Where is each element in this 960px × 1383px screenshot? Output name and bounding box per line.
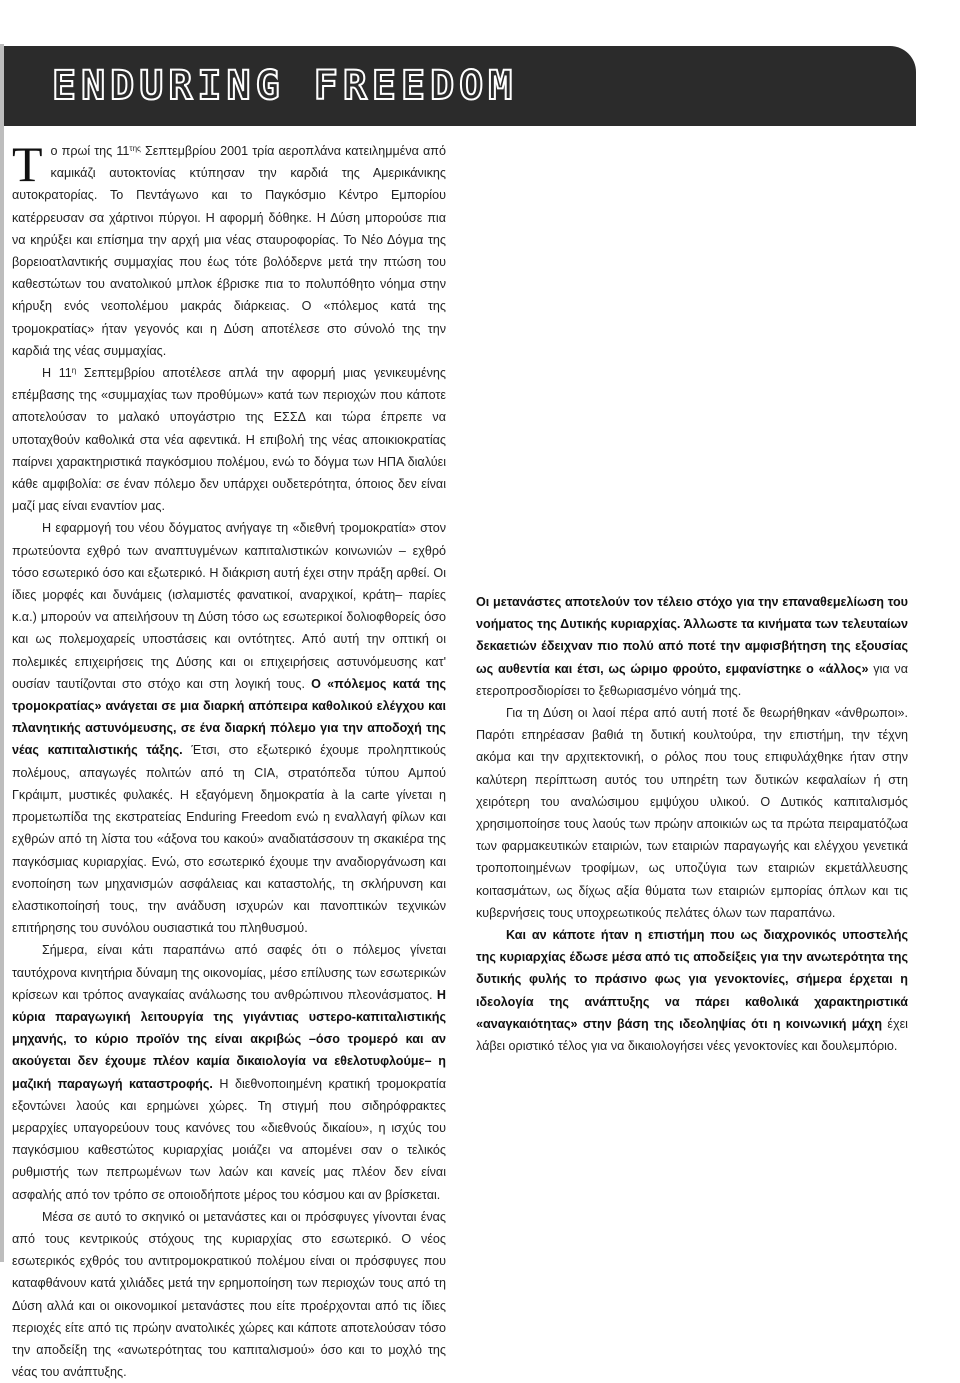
paragraph-1-text-b: Σεπτεμβρίου 2001 τρία αεροπλάνα κατειλημμένα από καμικάζι αυτοκτονίας κτύπησαν την καρδιά της Αμερικάνικης αυτοκρατορίας. Το Πεντάγωνο και το Παγκόσμιο Κέντρο Εμπορίου κατέρρευσαν σα χάρτινοι πύργοι. Η αφορμή δόθηκε. Η Δύση μπορούσε πια να κηρύξει και επίσημα την αρχή μια νέας σταυροφορίας. Το Νέο Δόγμα της βορειοατλαντικής συμμαχίας που έως τότε βολόδερνε μετά την πτώση του καθεστώτων του ανατολικού μπλοκ έβρισκε πια το πολυπόθητο νόημα στην κήρυξη ενός νεοπολέμου μακράς διάρκειας. Ο «πόλεμος κατά της τρομοκρατίας» ήταν γεγονός και η Δύση αποτέλεσε στο σύνολό της την καρδιά της νέας συμμαχίας. [12,144,446,358]
paragraph-4-text-b: Η διεθνοποιημένη κρατική τρομοκρατία εξοντώνει λαούς και ερημώνει χώρες. Τη στιγμή που σιδηρόφρακτες μεραρχίες υπαγορεύουν τους κανόνες του «διεθνούς δικαίου», η ισχύς του παγκόσμιου καθεστώτος κυριαρχίας μοιάζει να απομένει σαν ο τελικός ρυθμιστής των πεπρωμένων των λαών και κανείς μας πλέον δεν είναι ασφαλής από τον τρόπο σε οποιοδήποτε μέρος του κόσμου και αν βρίσκεται. [12,1076,446,1202]
paragraph-2-text-a: Η 11 [42,366,72,381]
right-margin [916,44,960,1262]
paragraph-4 [12,939,446,1205]
header-band [4,46,916,126]
paragraph-5-text-b: για να ετεροπροσδιορίσει το ξεθωριασμένο νόημά της. [476,661,909,698]
paragraph-1-superscript: της [129,144,141,153]
paragraph-4-text-a: Σήμερα, είναι κάτι παραπάνω από σαφές ότι ο πόλεμος γίνεται ταυτόχρονα κινητήρια δύναμη της οικονομίας, μέσο επίλυσης των εσωτερικών κρίσεων και τρόπος αναγκαίας ανάλωσης του ανθρώπινου πλεονάσματος. [12,943,446,1002]
paragraph-2 [12,362,446,517]
paragraph-5-text-a: Μέσα σε αυτό το σκηνικό οι μετανάστες και οι πρόσφυγες γίνονται ένας από τους κεντρικούς στόχους της κυριαρχίας στο εσωτερικό. Ο νέος εσωτερικός εχθρός του αντιτρομοκρατικού πολέμου είναι οι πρόσφυγες που καταφθάνουν κατά χιλιάδες μετά την ερημοποίηση των περιοχών τους από τη Δύση αλλά και οι οικονομικοί μετανάστες που είτε προέρχονται από τις ίδιες περιοχές είτε από τις πρώην ανατολικές χώρες και κάποτε αποτελούσαν τόσο την αποδείξη της «ανωτερότητας του καπιταλισμού» όσο και το μοχλό της νέας του ανάπτυξης. [12,1209,446,1380]
paragraph-6-text-a: Για τη Δύση οι λαοί πέρα από αυτή ποτέ δε θεωρήθηκαν «άνθρωποι». Παρότι επηρέασαν βαθιά τη δυτική κουλτούρα, την επιστήμη, την τέχνη ακόμα και την αρχιτεκτονική, ο ρόλος που τους επιφυλάχθηκε ήταν στην καλύτερη περίπτωση αυτός του υπηρέτη των δυτικών κεφαλαίων ή στη χειρότερη του αναλώσιμου εμψύχου υλικού. Ο Δυτικός καπιταλισμός χρησιμοποίησε τους λαούς των πρώην αποικιών ως τα πρώτα πειραματόζωα των φαρμακευτικών εταιριών, των εταιριών παραγωγής και ελέγχου γενετικά τροποποιημένων τροφίμων, ως υποζύγια των εταιριών εκμετάλλευσης κοιτασμάτων, ως δίχως αξία θύματα των εταιριών εμπορίας όπλων και τις κυβερνήσεις τους υποχρεωτικούς πελάτες όλων των παραπάνω. [476,706,908,920]
paragraph-7-text-b: έχει λάβει οριστικό τέλος για να δικαιολογήσει νέες γενοκτονίες και δουλεμπόριο. [476,1016,908,1054]
paragraph-3-text-b: Έτσι, στο εξωτερικό έχουμε προληπτικούς πολέμους, απαγωγές πολιτών από τη CIA, στρατόπεδα τύπου Αμπού Γκράιμπ, μυστικές φυλακές. Η εξαγόμενη δημοκρατία à la carte γίνεται η προμετωπίδα της εκστρατείας Enduring Freedom ενώ η εναλλαγή φίλων και εχθρών από τη λίστα του «άξονα του κακού» αναδιατάσσουν τη σκακιέρα της παγκόσμιας κυριαρχίας. Ενώ, στο εσωτερικό έχουμε την αναδιοργάνωση και ενοποίηση των μηχανισμών ασφάλειας και καταστολής, τη σκλήρυνση και ελαστικοποίησή τους, την ανάδυση ισχυρών και πανοπτικών τεχνικών επιτήρησης του συνόλου ουσιαστικά του πληθυσμού. [12,743,446,936]
drop-cap: Τ [12,136,43,192]
left-edge-strip [0,44,4,1262]
paragraph-7 [476,924,908,1057]
paragraph-3 [12,517,446,939]
paragraph-2-superscript: η [71,366,77,376]
paragraph-1 [12,136,446,362]
article-title: ENDURING FREEDOM [52,63,518,109]
paragraph-2-text-b: Σεπτεμβρίου αποτέλεσε απλά την αφορμή μιας γενικευμένης επέμβασης της «συμμαχίας των προθύμων» κατά των περιοχών που κάποτε αποτελούσαν το μαλακό υπογάστριο της ΕΣΣΔ και τώρα έπρεπε να υποταχθούν καθολικά στα νέα αφεντικά. Η επιβολή της νέας αποικιοκρατίας παίρνει χαρακτηριστικά παγκόσμιου πολέμου, ενώ το δόγμα των ΗΠΑ διαλύει κάθε αμφιβολία: σε έναν πόλεμο δεν υπάρχει ουδετερότητα, όποιος δεν είναι μαζί μας είναι εναντίον μας. [12,366,446,514]
paragraph-5-continued [476,591,908,702]
paragraph-7-bold: Και αν κάποτε ήταν η επιστήμη που ως διαχρονικός υποστελής της κυριαρχίας έδωσε μέσα από τις αποδείξεις για την ανωτερότητα της δυτικής φυλής το πράσινο φως για γενοκτονίες, σήμερα έρχεται η ιδεολογία της ανάπτυξης να πάρει καθολικά χαρακτηριστικά «αναγκαιότητας» στην βάση της ιδεοληψίας ότι η κοινωνική μάχη [476,928,908,1031]
paragraph-3-text-a: Η εφαρμογή του νέου δόγματος ανήγαγε τη «διεθνή τρομοκρατία» στον πρωτεύοντα εχθρό των αναπτυγμένων καπιταλιστικών κοινωνιών – εχθρό τόσο εσωτερικό όσο και εξωτερικό. Η διάκριση αυτή έχει στην πράξη αρθεί. Οι ίδιες μορφές και δυνάμεις (ισλαμιστές φανατικοί, αναρχικοί, κράτη– παρίες κ.α.) μπορούν να απειλήσουν τη Δύση τόσο ως εσωτερικοί δολιοφθορείς όσο και ως πολεμοχαρείς υποστάσεις και οντότητες. Από αυτή την οπτική οι πολεμικές επιχειρήσεις της Δύσης και οι επιχειρήσεις αστυνόμευσης κατ' ουσίαν ταυτίζονται στο στόχο και στη λογική τους. [12,521,446,691]
article-column-left [12,136,446,1383]
paragraph-3-bold: Ο «πόλεμος κατά της τρομοκρατίας» ανάγεται σε μια διαρκή απόπειρα καθολικού ελέγχου και πλανητικής αστυνόμευσης, σε ένα διαρκή πόλεμο για την αποδοχή της νέας καπιταλιστικής τάξης. [12,676,446,758]
paragraph-1-text-a: ο πρωί της 11 [50,144,130,158]
paragraph-4-bold: Η κύρια παραγωγική λειτουργία της γιγάντιας υστερο-καπιταλιστικής μηχανής, το κύριο προϊόν της είναι ακριβώς –όσο τρομερό και αν ακούγεται δεν έχουμε πλέον καμία δικαιολογία να εθελοτυφλούμε– η μαζική παραγωγή καταστροφής. [12,987,446,1091]
paragraph-5-start [12,1206,446,1383]
article-column-right [476,591,908,1057]
paragraph-5-bold: Οι μετανάστες αποτελούν τον τέλειο στόχο για την επαναθεμελίωση του νοήματος της Δυτικής κυριαρχίας. Άλλωστε τα κινήματα των τελευταίων δεκαετιών έδειχναν πιο πολύ από ποτέ την αμφισβήτηση της εξουσίας ως αυθεντία και έτσι, ως ώριμο φρούτο, εμφανίστηκε ο «άλλος» [476,595,908,676]
paragraph-6 [476,702,908,924]
